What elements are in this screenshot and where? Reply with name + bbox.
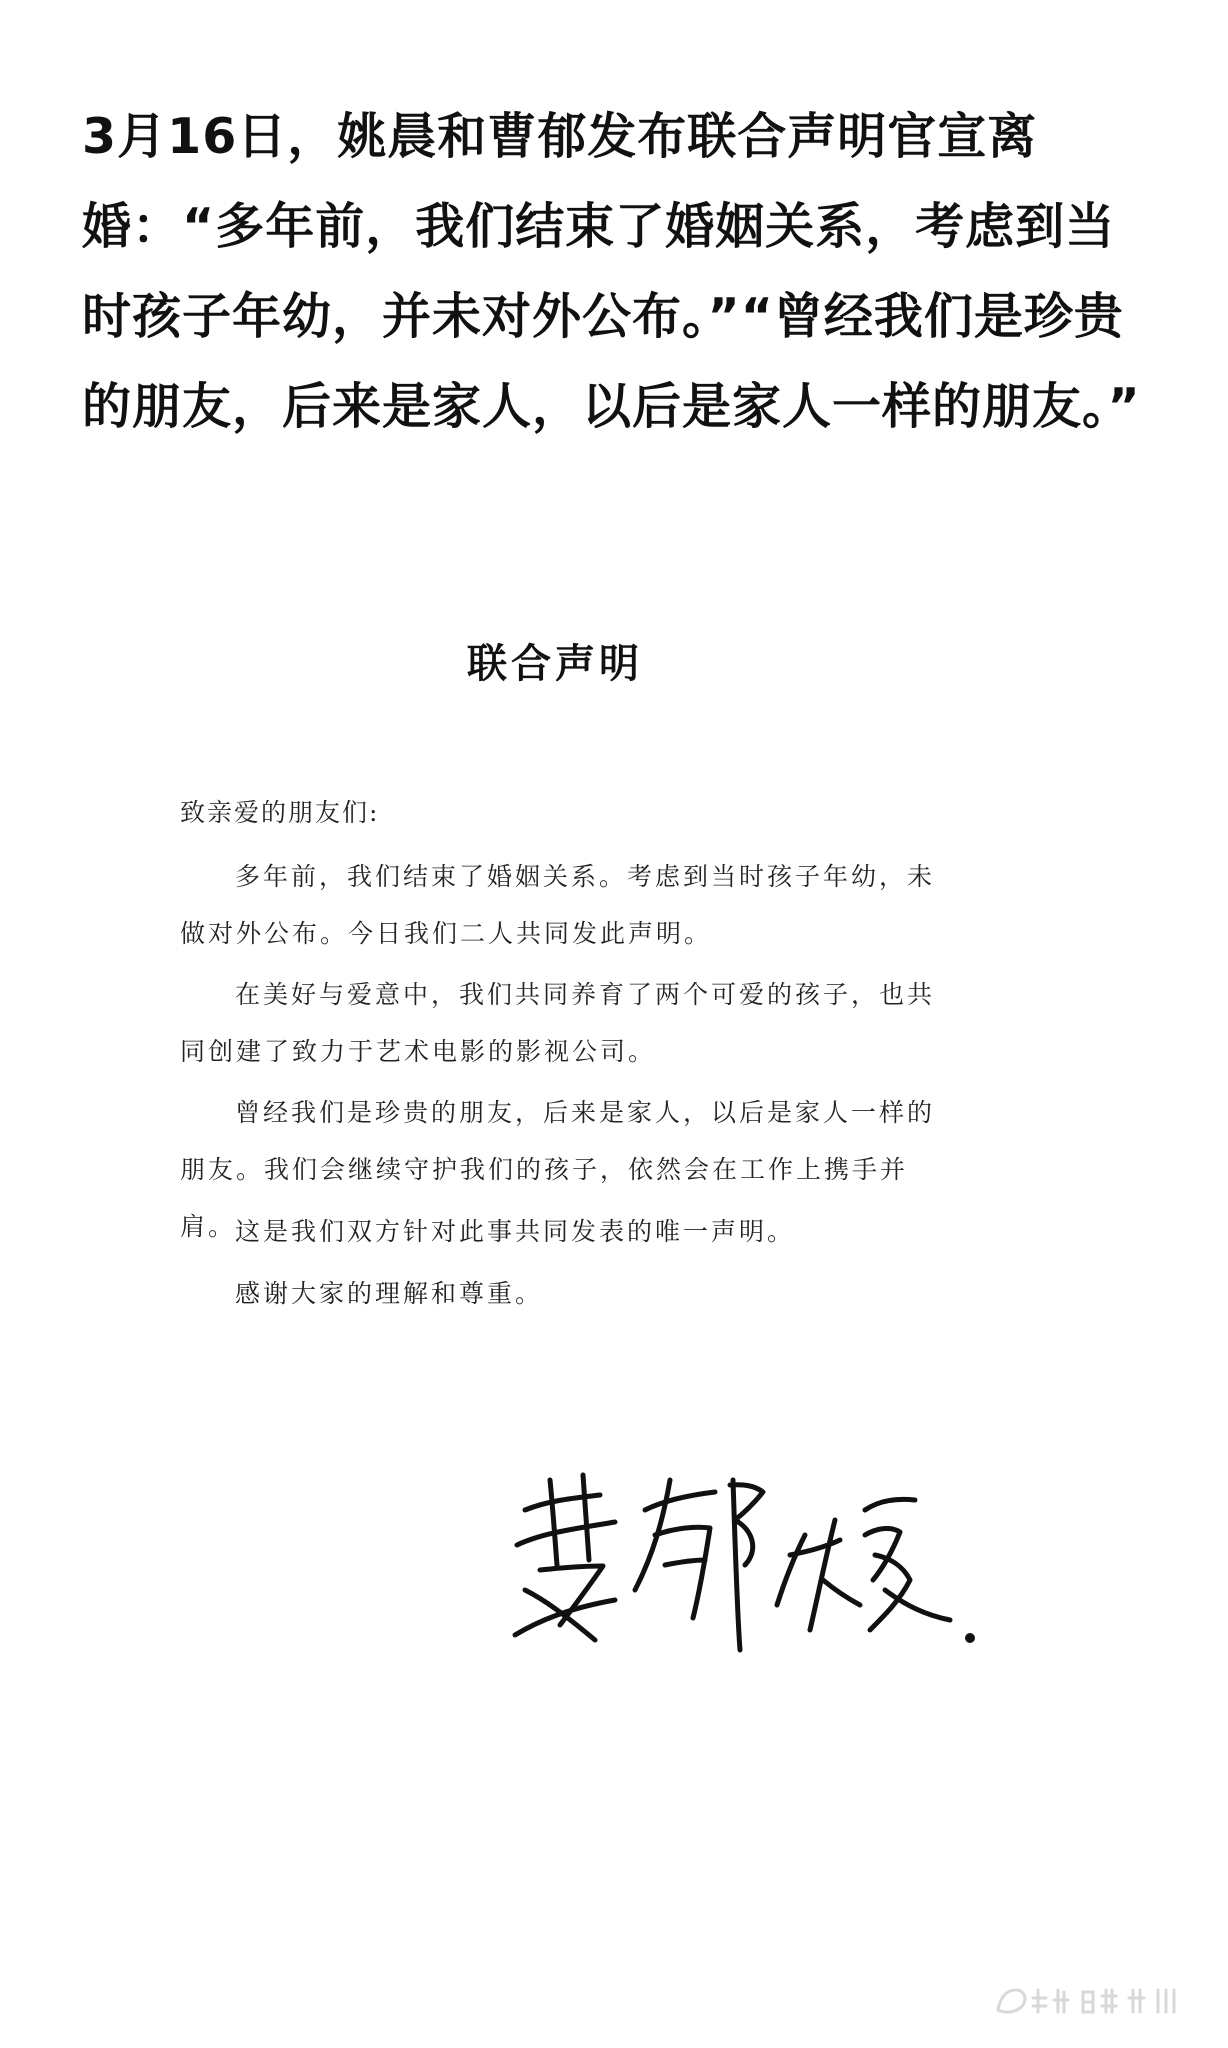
statement-paragraph: 多年前，我们结束了婚姻关系。考虑到当时孩子年幼，未做对外公布。今日我们二人共同发此声明。 xyxy=(180,862,936,948)
statement-paragraph: 曾经我们是珍贵的朋友，后来是家人，以后是家人一样的朋友。我们会继续守护我们的孩子，依然会在工作上携手并肩。 xyxy=(180,1098,936,1241)
handwritten-signature xyxy=(505,1440,985,1670)
statement-title: 联合声明 xyxy=(467,640,643,687)
statement-paragraph: 这是我们双方针对此事共同发表的唯一声明。 xyxy=(235,1217,796,1246)
weibo-watermark xyxy=(988,1980,1188,2020)
statement-paragraph: 在美好与爱意中，我们共同养育了两个可爱的孩子，也共同创建了致力于艺术电影的影视公司。 xyxy=(180,980,936,1066)
post-caption: 3月16日，姚晨和曹郁发布联合声明官宣离婚：“多年前，我们结束了婚姻关系，考虑到当时孩子年幼，并未对外公布。”“曾经我们是珍贵的朋友，后来是家人，以后是家人一样的朋友。” xyxy=(82,108,1141,435)
statement-salutation: 致亲爱的朋友们: xyxy=(180,798,380,827)
statement-paragraph: 感谢大家的理解和尊重。 xyxy=(235,1279,544,1308)
